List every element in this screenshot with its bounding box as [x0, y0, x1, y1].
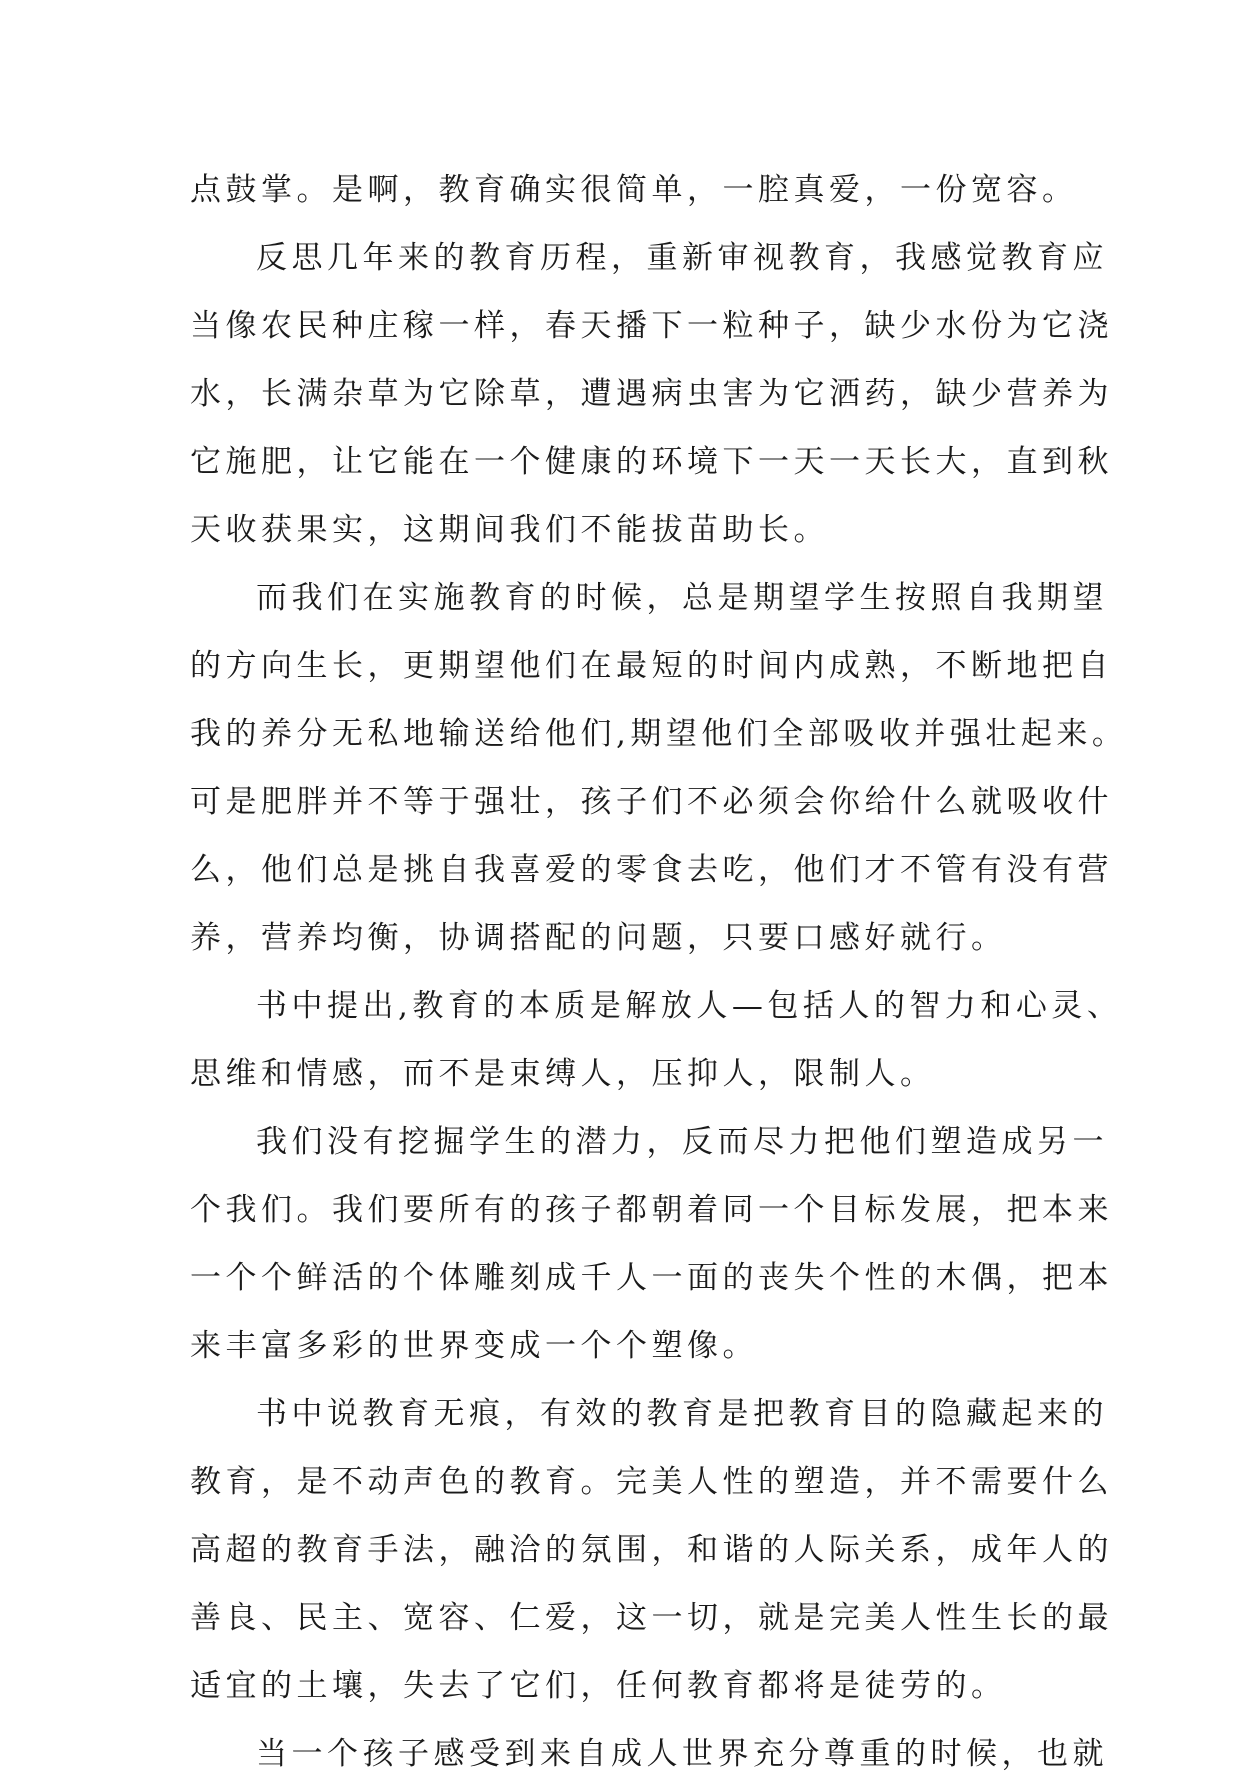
text-line: 思维和情感，而不是束缚人，压抑人，限制人。 — [190, 1056, 936, 1092]
text-line: 一个个鲜活的个体雕刻成千人一面的丧失个性的木偶，把本 — [190, 1260, 1113, 1296]
document-body — [190, 156, 1128, 1788]
text-line: 养，营养均衡，协调搭配的问题，只要口感好就行。 — [190, 920, 1007, 956]
paragraph-first-line: 书中说教育无痕，有效的教育是把教育目的隐藏起来的 — [256, 1396, 1108, 1432]
text-line: 我的养分无私地输送给他们,期望他们全部吸收并强壮起来。 — [190, 716, 1128, 752]
text-line: 它施肥，让它能在一个健康的环境下一天一天长大，直到秋 — [190, 444, 1113, 480]
paragraph-first-line: 我们没有挖掘学生的潜力，反而尽力把他们塑造成另一 — [256, 1124, 1108, 1160]
text-line: 水，长满杂草为它除草，遭遇病虫害为它洒药，缺少营养为 — [190, 376, 1113, 412]
text-line: 高超的教育手法，融洽的氛围，和谐的人际关系，成年人的 — [190, 1532, 1113, 1568]
text-line: 善良、民主、宽容、仁爱，这一切，就是完美人性生长的最 — [190, 1600, 1113, 1636]
text-line: 的方向生长，更期望他们在最短的时间内成熟，不断地把自 — [190, 648, 1113, 684]
paragraph-first-line: 当一个孩子感受到来自成人世界充分尊重的时候，也就 — [256, 1736, 1108, 1772]
text-line: 点鼓掌。是啊，教育确实很简单，一腔真爱，一份宽容。 — [190, 172, 1078, 208]
paragraph-first-line: 反思几年来的教育历程，重新审视教育，我感觉教育应 — [256, 240, 1108, 276]
text-line: 天收获果实，这期间我们不能拔苗助长。 — [190, 512, 829, 548]
paragraph-first-line: 而我们在实施教育的时候，总是期望学生按照自我期望 — [256, 580, 1108, 616]
paragraph-first-line: 书中提出,教育的本质是解放人—包括人的智力和心灵、 — [256, 988, 1123, 1024]
text-line: 可是肥胖并不等于强壮，孩子们不必须会你给什么就吸收什 — [190, 784, 1113, 820]
text-line: 当像农民种庄稼一样，春天播下一粒种子，缺少水份为它浇 — [190, 308, 1113, 344]
text-line: 来丰富多彩的世界变成一个个塑像。 — [190, 1328, 758, 1364]
text-line: 么，他们总是挑自我喜爱的零食去吃，他们才不管有没有营 — [190, 852, 1113, 888]
text-line: 适宜的土壤，失去了它们，任何教育都将是徒劳的。 — [190, 1668, 1007, 1704]
text-line: 教育，是不动声色的教育。完美人性的塑造，并不需要什么 — [190, 1464, 1113, 1500]
text-line: 个我们。我们要所有的孩子都朝着同一个目标发展，把本来 — [190, 1192, 1113, 1228]
